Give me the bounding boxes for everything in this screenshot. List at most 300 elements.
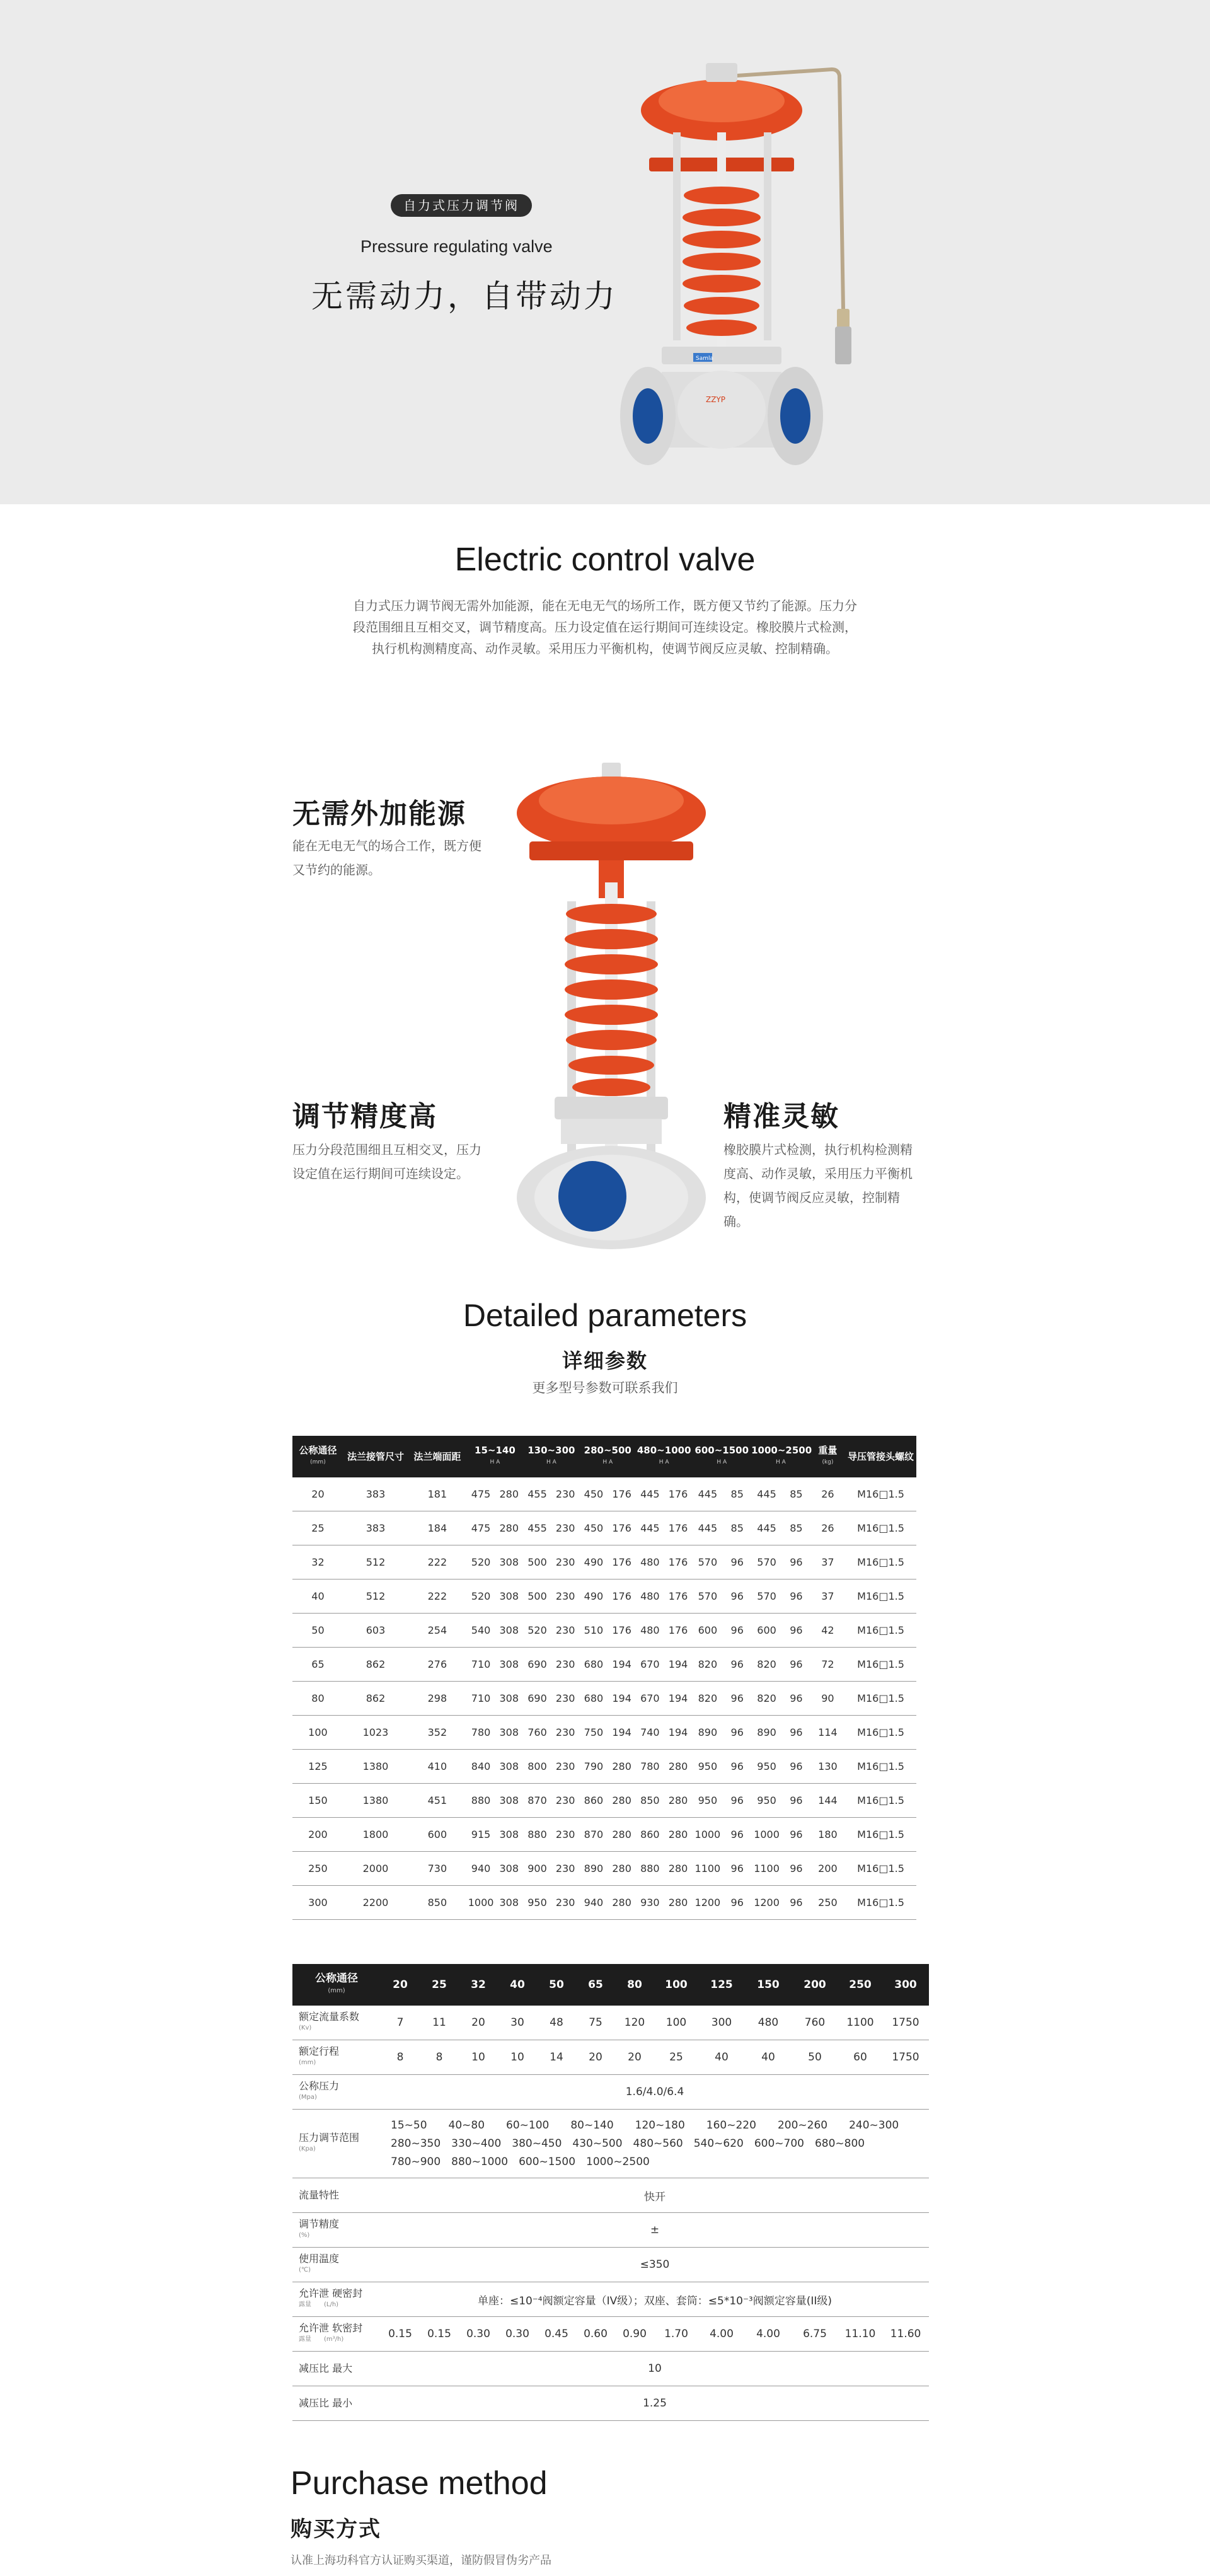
dimension-header-cell (292, 1436, 343, 1477)
table-cell: 40 (292, 1580, 343, 1614)
table-cell: 40 (698, 2040, 745, 2075)
table-cell: 85 (782, 1511, 810, 1545)
table-cell: 710 (467, 1648, 495, 1682)
label-unit: (mm) (299, 2059, 316, 2066)
table-cell: 96 (782, 1614, 810, 1648)
hero-valve-image (618, 44, 882, 485)
header-label: 法兰接管尺寸 (347, 1450, 404, 1462)
label-unit: (Kv) (299, 2024, 312, 2031)
table-cell: 26 (810, 1511, 845, 1545)
table-cell: 890 (692, 1716, 723, 1750)
row-temperature (292, 2248, 929, 2282)
header-unit: (mm) (310, 1459, 326, 1465)
table-cell: 500 (523, 1545, 551, 1580)
temperature-value: ≤350 (381, 2248, 929, 2282)
table-row (292, 1784, 916, 1818)
table-cell: 180 (810, 1818, 845, 1852)
table-cell: 4.00 (698, 2317, 745, 2352)
performance-table-header (292, 1964, 929, 2006)
table-cell: 451 (408, 1784, 467, 1818)
table-cell: 280 (664, 1818, 693, 1852)
table-row (292, 1545, 916, 1580)
pressure-range-values (381, 2110, 929, 2178)
table-cell: 1750 (882, 2006, 929, 2040)
table-cell: 230 (551, 1750, 580, 1784)
table-cell: 75 (576, 2006, 615, 2040)
table-cell: 176 (664, 1477, 693, 1511)
table-cell: 820 (751, 1648, 782, 1682)
table-cell: 600 (692, 1614, 723, 1648)
dimension-header-cell (343, 1436, 408, 1477)
table-cell: 48 (537, 2006, 576, 2040)
hero-valve-logo: Samla (696, 355, 714, 362)
label-unit: 露量 (L/h) (299, 2301, 339, 2308)
table-cell: 862 (343, 1648, 408, 1682)
dimension-header-cell (751, 1436, 810, 1477)
table-cell: 445 (692, 1511, 723, 1545)
table-cell: 570 (692, 1580, 723, 1614)
table-cell: 10 (459, 2040, 498, 2075)
row-nominal-pressure (292, 2075, 929, 2110)
table-row (292, 1852, 916, 1886)
table-row (292, 1716, 916, 1750)
table-cell: 30 (498, 2006, 537, 2040)
table-cell: M16□1.5 (845, 1852, 916, 1886)
hero-title: 无需动力，自带动力 (311, 278, 618, 315)
table-cell: 194 (664, 1716, 693, 1750)
header-label: 15~140 (475, 1445, 516, 1456)
table-cell: 410 (408, 1750, 467, 1784)
table-cell: M16□1.5 (845, 1750, 916, 1784)
table-cell: 60 (838, 2040, 882, 2075)
table-row (292, 1614, 916, 1648)
table-cell: 280 (664, 1784, 693, 1818)
table-cell: 120 (615, 2006, 654, 2040)
table-cell: 1200 (692, 1886, 723, 1920)
table-cell: 280 (608, 1818, 636, 1852)
table-cell: 450 (580, 1477, 608, 1511)
table-cell: 20 (576, 2040, 615, 2075)
row-label (292, 2040, 381, 2075)
table-cell: 1000 (467, 1886, 495, 1920)
dimension-header-cell (845, 1436, 916, 1477)
table-cell: 1000 (751, 1818, 782, 1852)
row-label (292, 2006, 381, 2040)
table-cell: 176 (608, 1511, 636, 1545)
table-cell: 96 (723, 1614, 751, 1648)
table-cell: 603 (343, 1614, 408, 1648)
performance-header-size (292, 1964, 381, 2006)
table-cell: 194 (608, 1716, 636, 1750)
table-cell: 26 (810, 1477, 845, 1511)
table-cell: 2000 (343, 1852, 408, 1886)
table-cell: 308 (495, 1716, 523, 1750)
table-cell: 880 (467, 1784, 495, 1818)
table-cell: 11 (420, 2006, 459, 2040)
performance-header-unit: (mm) (328, 1987, 345, 1994)
dimension-header-cell (523, 1436, 579, 1477)
table-cell: 194 (608, 1648, 636, 1682)
performance-table (292, 1964, 929, 2421)
performance-size-cell: 40 (498, 1964, 537, 2006)
label-text: 压力调节范围 (299, 2132, 360, 2144)
dimension-table (292, 1436, 916, 1920)
flow-characteristic-value: 快开 (381, 2178, 929, 2213)
feature-text-no-power: 能在无电无气的场合工作，既方便又节约的能源。 (292, 838, 481, 877)
table-row (292, 1648, 916, 1682)
performance-size-cell: 65 (576, 1964, 615, 2006)
table-cell: M16□1.5 (845, 1477, 916, 1511)
label-text: 额定流量系数 (299, 2011, 360, 2023)
table-cell: 308 (495, 1682, 523, 1716)
table-cell: 820 (692, 1648, 723, 1682)
row-accuracy (292, 2213, 929, 2248)
table-cell: 690 (523, 1682, 551, 1716)
table-cell: 20 (459, 2006, 498, 2040)
table-cell: 100 (654, 2006, 698, 2040)
table-cell: 0.30 (498, 2317, 537, 2352)
table-cell: 32 (292, 1545, 343, 1580)
table-cell: 570 (751, 1580, 782, 1614)
table-cell: 6.75 (792, 2317, 838, 2352)
table-cell: 790 (580, 1750, 608, 1784)
table-cell: M16□1.5 (845, 1886, 916, 1920)
accuracy-value: ± (381, 2213, 929, 2248)
table-cell: 96 (723, 1852, 751, 1886)
intro-title: Electric control valve (454, 541, 756, 578)
table-cell: 915 (467, 1818, 495, 1852)
table-cell: 870 (580, 1818, 608, 1852)
table-row (292, 1580, 916, 1614)
table-cell: 308 (495, 1750, 523, 1784)
hero-banner (0, 0, 1210, 504)
table-cell: 0.90 (615, 2317, 654, 2352)
table-cell: 96 (782, 1784, 810, 1818)
table-cell: 308 (495, 1818, 523, 1852)
table-cell: 880 (523, 1818, 551, 1852)
table-cell: 194 (608, 1682, 636, 1716)
table-cell: 96 (723, 1545, 751, 1580)
table-cell: 800 (523, 1750, 551, 1784)
row-label (292, 2248, 381, 2282)
table-cell: M16□1.5 (845, 1614, 916, 1648)
dimension-header-cell (810, 1436, 845, 1477)
table-cell: 8 (420, 2040, 459, 2075)
table-cell: 96 (782, 1682, 810, 1716)
feature-title-no-power: 无需外加能源 (292, 798, 466, 830)
table-cell: 850 (636, 1784, 664, 1818)
table-cell: 1100 (692, 1852, 723, 1886)
table-cell: 96 (723, 1716, 751, 1750)
table-cell: 96 (782, 1580, 810, 1614)
performance-header-label: 公称通径 (315, 1972, 358, 1985)
table-cell: 280 (495, 1477, 523, 1511)
table-cell: 1380 (343, 1784, 408, 1818)
table-cell: 445 (636, 1477, 664, 1511)
table-cell: 50 (292, 1614, 343, 1648)
performance-size-cell: 125 (698, 1964, 745, 2006)
row-leak-hard (292, 2282, 929, 2317)
purchase-title: Purchase method (291, 2465, 548, 2502)
row-label (292, 2317, 381, 2352)
feature-text-accuracy: 压力分段范围细且互相交叉，压力设定值在运行期间可连续设定。 (292, 1142, 481, 1181)
table-cell: 480 (636, 1580, 664, 1614)
table-cell: 96 (723, 1750, 751, 1784)
table-cell: 820 (751, 1682, 782, 1716)
row-ratio-min (292, 2386, 929, 2421)
table-cell: 570 (751, 1545, 782, 1580)
table-cell: 96 (782, 1545, 810, 1580)
table-cell: 450 (580, 1511, 608, 1545)
table-cell: 950 (692, 1784, 723, 1818)
table-cell: 455 (523, 1511, 551, 1545)
label-unit: (℃) (299, 2267, 311, 2273)
table-cell: 85 (723, 1477, 751, 1511)
table-cell: 445 (636, 1511, 664, 1545)
table-cell: 1023 (343, 1716, 408, 1750)
table-cell: 1200 (751, 1886, 782, 1920)
table-cell: 280 (608, 1750, 636, 1784)
table-cell: 690 (523, 1648, 551, 1682)
table-cell: 25 (654, 2040, 698, 2075)
table-cell: 870 (523, 1784, 551, 1818)
table-cell: 820 (692, 1682, 723, 1716)
table-cell: 130 (810, 1750, 845, 1784)
table-cell: 308 (495, 1852, 523, 1886)
table-cell: 176 (608, 1580, 636, 1614)
dimension-table-header (292, 1436, 916, 1477)
table-cell: 280 (608, 1784, 636, 1818)
table-cell: 880 (636, 1852, 664, 1886)
table-cell: 72 (810, 1648, 845, 1682)
table-cell: 194 (664, 1682, 693, 1716)
table-cell: 280 (608, 1886, 636, 1920)
table-cell: 890 (751, 1716, 782, 1750)
table-cell: 96 (723, 1784, 751, 1818)
table-cell: 96 (723, 1648, 751, 1682)
table-cell: 300 (698, 2006, 745, 2040)
table-cell: 940 (580, 1886, 608, 1920)
table-cell: 298 (408, 1682, 467, 1716)
table-cell: 308 (495, 1784, 523, 1818)
table-cell: 710 (467, 1682, 495, 1716)
table-cell: 11.10 (838, 2317, 882, 2352)
table-cell: 96 (782, 1852, 810, 1886)
table-cell: 0.30 (459, 2317, 498, 2352)
table-cell: 540 (467, 1614, 495, 1648)
table-cell: 1750 (882, 2040, 929, 2075)
hero-subtitle: Pressure regulating valve (360, 237, 553, 256)
performance-size-cell: 300 (882, 1964, 929, 2006)
performance-size-cell: 200 (792, 1964, 838, 2006)
feature-title-accuracy: 调节精度高 (292, 1100, 437, 1133)
table-cell: 670 (636, 1648, 664, 1682)
header-label: 1000~2500 (751, 1445, 812, 1456)
table-cell: 570 (692, 1545, 723, 1580)
dimension-header-cell (467, 1436, 523, 1477)
performance-size-cell: 20 (381, 1964, 420, 2006)
header-label: 480~1000 (637, 1445, 691, 1456)
table-cell: 250 (810, 1886, 845, 1920)
row-rated-stroke (292, 2040, 929, 2075)
header-unit: H A (717, 1459, 727, 1465)
table-cell: 96 (782, 1648, 810, 1682)
label-text: 调节精度 (299, 2218, 340, 2230)
table-cell: 37 (810, 1545, 845, 1580)
table-cell: 480 (745, 2006, 792, 2040)
table-cell: 230 (551, 1545, 580, 1580)
table-cell: 1380 (343, 1750, 408, 1784)
table-cell: 176 (664, 1545, 693, 1580)
table-cell: 445 (751, 1477, 782, 1511)
performance-size-cell: 150 (745, 1964, 792, 2006)
table-cell: 100 (292, 1716, 343, 1750)
table-cell: 680 (580, 1648, 608, 1682)
table-cell: M16□1.5 (845, 1580, 916, 1614)
label-unit: (Mpa) (299, 2094, 317, 2101)
table-cell: 230 (551, 1614, 580, 1648)
table-cell: 250 (292, 1852, 343, 1886)
header-label: 280~500 (584, 1445, 631, 1456)
performance-size-cell: 50 (537, 1964, 576, 2006)
table-cell: 96 (782, 1818, 810, 1852)
feature-valve-image (504, 756, 718, 1254)
table-cell: 230 (551, 1886, 580, 1920)
table-cell: 230 (551, 1682, 580, 1716)
table-cell: 730 (408, 1852, 467, 1886)
params-zh-title: 详细参数 (562, 1349, 648, 1373)
row-ratio-max (292, 2352, 929, 2386)
leak-hard-value: 单座：≤10⁻⁴阀额定容量（IV级）；双座、套筒：≤5*10⁻³阀额定容量(II级) (381, 2282, 929, 2317)
table-cell: 308 (495, 1614, 523, 1648)
header-label: 导压管接头螺纹 (848, 1450, 914, 1462)
table-cell: 176 (664, 1511, 693, 1545)
table-cell: 125 (292, 1750, 343, 1784)
row-label: 减压比 最小 (292, 2386, 381, 2421)
table-cell: 7 (381, 2006, 420, 2040)
label-text: 额定行程 (299, 2045, 340, 2057)
table-cell: 96 (723, 1682, 751, 1716)
table-cell: 200 (292, 1818, 343, 1852)
table-cell: 85 (782, 1477, 810, 1511)
table-cell: 760 (792, 2006, 838, 2040)
table-cell: 1000 (692, 1818, 723, 1852)
table-cell: 455 (523, 1477, 551, 1511)
table-cell: 840 (467, 1750, 495, 1784)
table-cell: M16□1.5 (845, 1818, 916, 1852)
table-cell: 308 (495, 1545, 523, 1580)
table-cell: 90 (810, 1682, 845, 1716)
table-cell: 42 (810, 1614, 845, 1648)
label-unit: 露量 (m³/h) (299, 2336, 344, 2343)
table-cell: 50 (792, 2040, 838, 2075)
table-cell: 950 (751, 1784, 782, 1818)
table-cell: M16□1.5 (845, 1545, 916, 1580)
table-cell: 184 (408, 1511, 467, 1545)
table-cell: 475 (467, 1511, 495, 1545)
table-cell: 900 (523, 1852, 551, 1886)
table-cell: 950 (692, 1750, 723, 1784)
header-label: 130~300 (527, 1445, 575, 1456)
table-cell: 490 (580, 1580, 608, 1614)
table-cell: 510 (580, 1614, 608, 1648)
header-unit: H A (602, 1459, 613, 1465)
row-leak-soft (292, 2317, 929, 2352)
dimension-header-cell (636, 1436, 692, 1477)
table-row (292, 1818, 916, 1852)
performance-size-cell: 100 (654, 1964, 698, 2006)
row-label: 流量特性 (292, 2178, 381, 2213)
table-cell: 280 (664, 1886, 693, 1920)
table-row (292, 1477, 916, 1511)
table-cell: 96 (782, 1716, 810, 1750)
dimension-header-cell (408, 1436, 467, 1477)
table-cell: 308 (495, 1648, 523, 1682)
table-cell: M16□1.5 (845, 1784, 916, 1818)
row-label (292, 2075, 381, 2110)
nominal-pressure-value: 1.6/4.0/6.4 (381, 2075, 929, 2110)
table-cell: 1800 (343, 1818, 408, 1852)
table-cell: 96 (782, 1886, 810, 1920)
feature-title-sensitive: 精准灵敏 (723, 1100, 839, 1133)
table-cell: 194 (664, 1648, 693, 1682)
params-title: Detailed parameters (463, 1298, 747, 1333)
ratio-min-value: 1.25 (381, 2386, 929, 2421)
purchase-zh-title: 购买方式 (291, 2517, 381, 2542)
table-cell: 20 (615, 2040, 654, 2075)
label-unit: (%) (299, 2232, 310, 2239)
label-text: 公称压力 (299, 2080, 340, 2092)
table-cell: 230 (551, 1818, 580, 1852)
header-label: 600~1500 (694, 1445, 749, 1456)
params-note: 更多型号参数可联系我们 (532, 1380, 678, 1395)
feature-text-sensitive: 橡胶膜片式检测，执行机构检测精度高、动作灵敏，采用压力平衡机构，使调节阀反应灵敏，控制精确。 (723, 1142, 913, 1229)
table-cell: 8 (381, 2040, 420, 2075)
table-cell: 230 (551, 1784, 580, 1818)
table-cell: 0.15 (381, 2317, 420, 2352)
table-cell: 890 (580, 1852, 608, 1886)
table-cell: 445 (692, 1477, 723, 1511)
table-cell: 600 (751, 1614, 782, 1648)
table-cell: 308 (495, 1580, 523, 1614)
table-cell: 176 (608, 1545, 636, 1580)
table-row (292, 1750, 916, 1784)
performance-size-cell: 80 (615, 1964, 654, 2006)
table-cell: 276 (408, 1648, 467, 1682)
table-cell: 520 (467, 1580, 495, 1614)
table-cell: 500 (523, 1580, 551, 1614)
header-unit: (kg) (822, 1459, 834, 1465)
table-cell: 230 (551, 1716, 580, 1750)
table-cell: 114 (810, 1716, 845, 1750)
table-cell: 230 (551, 1477, 580, 1511)
purchase-note: 认准上海功科官方认证购买渠道，谨防假冒伪劣产品 (291, 2554, 551, 2567)
hero-badge: 自力式压力调节阀 (391, 194, 532, 217)
table-cell: 176 (664, 1580, 693, 1614)
table-cell: 1100 (838, 2006, 882, 2040)
table-cell: 600 (408, 1818, 467, 1852)
header-label: 重量 (818, 1445, 838, 1456)
table-cell: 950 (523, 1886, 551, 1920)
table-cell: M16□1.5 (845, 1716, 916, 1750)
table-cell: 96 (782, 1750, 810, 1784)
row-flow-coefficient (292, 2006, 929, 2040)
hero-valve-mark: ZZYP (706, 395, 726, 404)
label-text: 允许泄 软密封 (299, 2322, 363, 2334)
table-cell: 254 (408, 1614, 467, 1648)
table-cell: 950 (751, 1750, 782, 1784)
table-cell: 780 (636, 1750, 664, 1784)
